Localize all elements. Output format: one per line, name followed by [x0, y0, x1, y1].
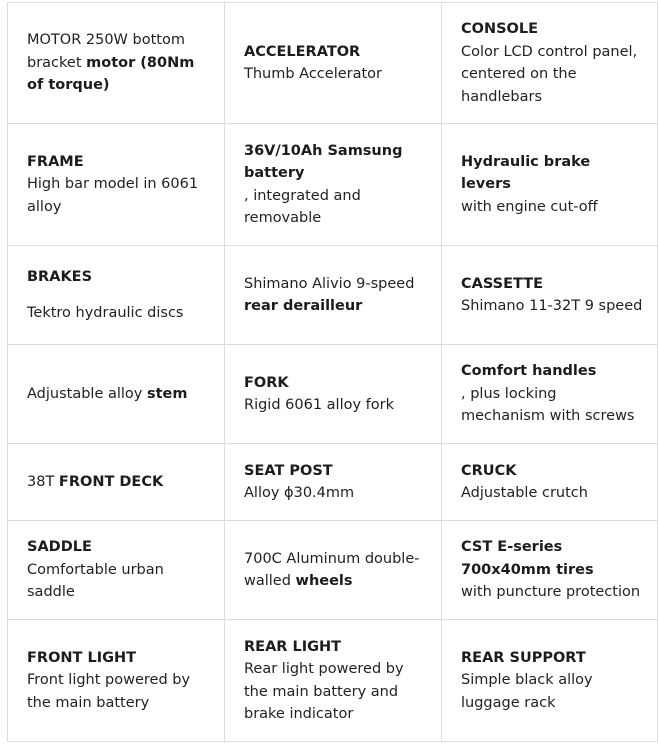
spec-cell-handles: [442, 345, 658, 444]
spec-cell-tires: [442, 521, 658, 620]
brakes-text: Tektro hydraulic discs: [27, 305, 184, 321]
brake-levers-heading: Hydraulic brake levers: [461, 153, 591, 193]
frame-heading: FRAME: [27, 153, 84, 170]
tires-heading: CST E-series 700x40mm tires: [461, 539, 594, 578]
motor-highlight: motor (80Nm of torque): [27, 54, 195, 94]
spec-cell-front-light: [8, 620, 225, 742]
fork-text: Rigid 6061 alloy fork: [244, 397, 394, 413]
spec-cell-stem: [8, 345, 225, 444]
saddle-text: Comfortable urban saddle: [27, 561, 164, 601]
spec-cell-battery: [225, 124, 442, 246]
spec-cell-rear-light: [225, 620, 442, 742]
console-text: Color LCD control panel, centered on the handlebars: [461, 43, 638, 105]
crutch-heading: CRUCK: [461, 462, 517, 479]
fork-heading: FORK: [244, 374, 289, 391]
spec-cell-brake-levers: [442, 124, 658, 246]
spec-cell-motor: [8, 3, 225, 124]
derailleur-text: Shimano Alivio 9-speed: [244, 275, 415, 292]
spec-row: [8, 246, 658, 345]
stem-text: Adjustable alloy: [27, 385, 147, 402]
rear-support-text: Simple black alloy luggage rack: [461, 672, 593, 711]
spec-cell-saddle: [8, 521, 225, 620]
spec-row: [8, 124, 658, 246]
frame-text: High bar model in 6061 alloy: [27, 176, 199, 215]
stem-highlight: stem: [146, 385, 188, 402]
bike-spec-table: [7, 2, 658, 742]
tires-text: with puncture protection: [461, 584, 641, 601]
spec-row: [8, 345, 658, 444]
cassette-text: Shimano 11-32T 9 speed: [461, 298, 643, 314]
handles-text: , plus locking mechanism with screws: [461, 385, 635, 425]
accelerator-text: Thumb Accelerator: [244, 66, 383, 82]
brakes-heading: BRAKES: [27, 268, 93, 285]
seat-post-text: Alloy ϕ30.4mm: [244, 485, 355, 501]
battery-heading: 36V/10Ah Samsung battery: [244, 142, 403, 181]
spec-cell-frame: [8, 124, 225, 246]
wheels-highlight: wheels: [295, 573, 353, 589]
spec-cell-brakes: [8, 246, 225, 345]
front-deck-text: 38T: [27, 473, 59, 490]
saddle-heading: SADDLE: [27, 539, 92, 556]
spec-cell-front-deck: [8, 444, 225, 521]
spec-row: [8, 444, 658, 521]
spec-row: [8, 3, 658, 124]
spec-row: [8, 521, 658, 620]
crutch-text: Adjustable crutch: [461, 485, 588, 501]
spec-cell-cassette: [442, 246, 658, 345]
spec-cell-console: [442, 3, 658, 124]
spec-row: [8, 620, 658, 742]
spec-cell-wheels: [225, 521, 442, 620]
derailleur-highlight: rear derailleur: [244, 298, 363, 314]
motor-text: MOTOR 250W bottom bracket: [27, 32, 185, 71]
front-deck-highlight: FRONT DECK: [58, 473, 164, 490]
console-heading: CONSOLE: [461, 21, 539, 37]
spec-cell-crutch: [442, 444, 658, 521]
wheels-text: 700C Aluminum double-walled: [244, 550, 420, 589]
brake-levers-text: with engine cut-off: [461, 198, 598, 215]
rear-support-heading: REAR SUPPORT: [461, 649, 586, 666]
rear-light-heading: REAR LIGHT: [244, 638, 342, 655]
seat-post-heading: SEAT POST: [244, 462, 333, 479]
rear-light-text: Rear light powered by the main battery and brake indicator: [244, 661, 404, 722]
spec-cell-seat-post: [225, 444, 442, 521]
handles-heading: Comfort handles: [461, 363, 597, 380]
spec-cell-fork: [225, 345, 442, 444]
front-light-heading: FRONT LIGHT: [27, 649, 137, 666]
cassette-heading: CASSETTE: [461, 275, 544, 292]
accelerator-heading: ACCELERATOR: [244, 43, 361, 60]
front-light-text: Front light powered by the main battery: [27, 672, 191, 711]
spec-cell-rear-support: [442, 620, 658, 742]
spec-cell-accelerator: [225, 3, 442, 124]
battery-text: , integrated and removable: [244, 187, 361, 226]
spec-cell-derailleur: [225, 246, 442, 345]
